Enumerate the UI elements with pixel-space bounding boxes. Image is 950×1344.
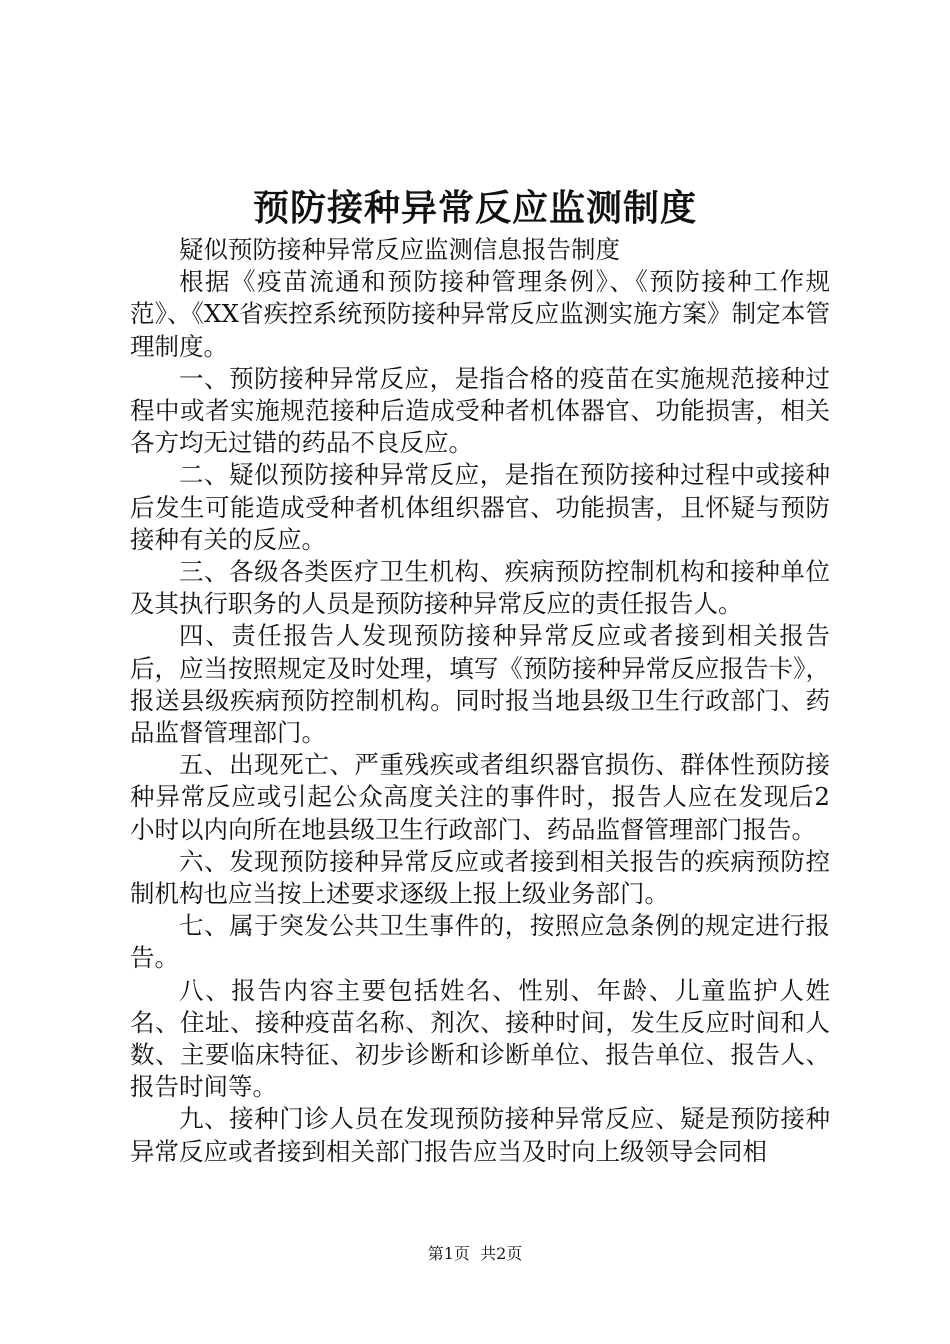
paragraph-item-5: 五、出现死亡、严重残疾或者组织器官损伤、群体性预防接种异常反应或引起公众高度关注的事件时，报告人应在发现后2小时以内向所在地县级卫生行政部门、药品监督管理部门报告。 [130, 750, 830, 844]
paragraph-item-9: 九、接种门诊人员在发现预防接种异常反应、疑是预防接种异常反应或者接到相关部门报告应当及时向上级领导会同相 [130, 1104, 830, 1166]
document-body [130, 234, 830, 1168]
paragraph-item-6: 六、发现预防接种异常反应或者接到相关报告的疾病预防控制机构也应当按上述要求逐级上报上级业务部门。 [130, 846, 830, 909]
document-title: 预防接种异常反应监测制度 [252, 187, 697, 229]
paragraph-item-2: 二、疑似预防接种异常反应，是指在预防接种过程中或接种后发生可能造成受种者机体组织器官、功能损害，且怀疑与预防接种有关的反应。 [130, 460, 830, 554]
paragraph-item-1: 一、预防接种异常反应，是指合格的疫苗在实施规范接种过程中或者实施规范接种后造成受种者机体器官、功能损害，相关各方均无过错的药品不良反应。 [130, 363, 830, 458]
paragraph-item-7: 七、属于突发公共卫生事件的，按照应急条例的规定进行报告。 [130, 911, 830, 973]
page-footer [0, 1243, 950, 1265]
paragraph-item-3: 三、各级各类医疗卫生机构、疾病预防控制机构和接种单位及其执行职务的人员是预防接种异常反应的责任报告人。 [130, 557, 830, 619]
paragraph-basis: 根据《疫苗流通和预防接种管理条例》、《预防接种工作规范》、《XX省疾控系统预防接种异常反应监测实施方案》制定本管理制度。 [130, 267, 830, 361]
paragraph-subtitle: 疑似预防接种异常反应监测信息报告制度 [179, 235, 620, 264]
page-number: 第1页 共2页 [427, 1244, 523, 1263]
paragraph-item-8: 八、报告内容主要包括姓名、性别、年龄、儿童监护人姓名、住址、接种疫苗名称、剂次、接种时间，发生反应时间和人数、主要临床特征、初步诊断和诊断单位、报告单位、报告人、报告时间等。 [130, 975, 830, 1102]
paragraph-item-4: 四、责任报告人发现预防接种异常反应或者接到相关报告后，应当按照规定及时处理，填写《预防接种异常反应报告卡》，报送县级疾病预防控制机构。同时报当地县级卫生行政部门、药品监督管理部门。 [130, 621, 830, 748]
